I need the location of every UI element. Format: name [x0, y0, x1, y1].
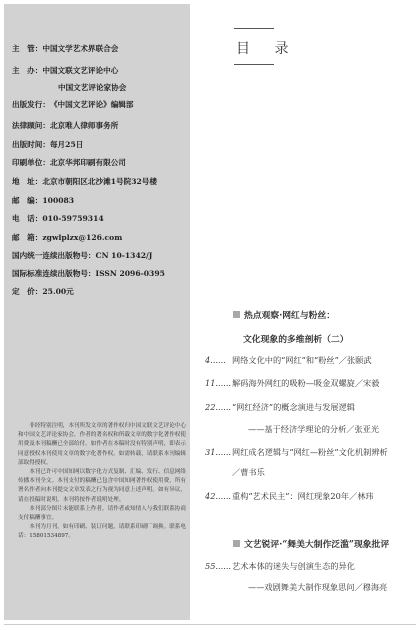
entry-page-number: 42......: [205, 491, 232, 501]
toc-entry-continued[interactable]: ／曹书乐: [232, 467, 265, 477]
square-bullet-icon: [233, 311, 240, 318]
title-rule-bottom: [234, 64, 274, 65]
masthead-row: 法律顾问：北京唯人律师事务所: [12, 121, 119, 130]
toc-entry[interactable]: 解码海外网红的吸粉—吸金双螺旋／宋毅: [232, 378, 380, 388]
toc-entry-continued[interactable]: ——戏剧舞美大制作现象思问／穆海亮: [248, 582, 388, 592]
notice-paragraph: 本刊为月刊。如有印刷、装订问题，请联系印刷厂调换。联系电话：15801534897。: [18, 524, 186, 540]
toc-entry[interactable]: 重构“艺术民主”：网红现象20年／林玮: [232, 491, 374, 501]
masthead-row: 定 价：25.00元: [12, 287, 74, 296]
section-heading: 热点观察·网红与粉丝：: [233, 310, 335, 322]
toc-entry[interactable]: 网络文化中的“网红”和“粉丝”／张颐武: [232, 355, 372, 365]
notice-paragraph: 非经特别注明，本刊所发文章的著作权归中国文联文艺评论中心和中国文艺评论家协会，作者的著名权和所载文章的数字化著作权使用费及本刊稿酬已全部给付。如作者在本稿时没有特别声明，即表示同意授权本刊使用文章的数字化著作权。如需转载，请联系本刊编辑部取得授权。: [18, 423, 186, 466]
masthead-row: 主 办：中国文联文艺评论中心: [12, 66, 119, 75]
masthead-row: 中国文艺评论家协会: [58, 83, 127, 92]
toc-entry[interactable]: 网红成名逻辑与“网红—粉丝”文化机制辨析: [232, 447, 388, 457]
section-subheading: 文化现象的多维剖析（二）: [243, 335, 349, 345]
entry-page-number: 22......: [205, 402, 232, 412]
masthead-row: 出版时间：每月25日: [12, 140, 84, 149]
entry-page-number: 31......: [205, 447, 232, 457]
page-bottom-rule: [4, 624, 416, 625]
masthead-row: 邮 箱：zgwlplzx@126.com: [12, 233, 123, 242]
masthead-row: 印刷单位：北京华邦印刷有限公司: [12, 158, 126, 167]
notice-paragraph: 本刊已许可中国知网以数字化方式复制、汇编、发行、信息网络传播本刊全文。本刊支付的稿酬已包含中国知网著作权使用费，所有署名作者向本刊提交文章发表之行为视为同意上述声明。如有异议，请在投稿时说明，本刊将按作者说明处理。: [18, 469, 186, 503]
masthead-row: 地 址：北京市朝阳区北沙滩1号院32号楼: [12, 177, 157, 186]
toc-title: 目 录: [236, 41, 299, 57]
masthead-row: 电 话：010-59759314: [12, 214, 104, 223]
section-heading: 文艺锐评·“舞美大制作泛滥”现象批评: [233, 539, 389, 551]
toc-entry[interactable]: 艺术本体的迷失与创演生态的异化: [232, 561, 355, 571]
toc-entry[interactable]: “网红经济”的概念演进与发展逻辑: [232, 402, 355, 412]
notice-paragraph: 本刊部分图片未能联系上作者，请作者或知情人与我们联系协商支付稿酬事宜。: [18, 505, 186, 522]
masthead-row: 国内统一连续出版物号：CN 10-1342/J: [12, 251, 153, 260]
masthead-row: 国际标准连续出版物号：ISSN 2096-0395: [12, 269, 165, 278]
entry-page-number: 11......: [205, 378, 232, 388]
toc-entry-continued[interactable]: ——基于经济学理论的分析／张亚光: [248, 424, 380, 434]
entry-page-number: 4......: [205, 355, 226, 365]
masthead-panel: [4, 4, 190, 620]
copyright-notice: [18, 422, 186, 542]
entry-page-number: 55......: [205, 561, 232, 571]
masthead-row: 主 管：中国文学艺术界联合会: [12, 44, 119, 53]
masthead-row: 出版发行：《中国文艺评论》编辑部: [12, 100, 134, 109]
square-bullet-icon: [233, 540, 240, 547]
masthead-row: 邮 编：100083: [12, 196, 75, 205]
title-rule-top: [234, 28, 274, 29]
